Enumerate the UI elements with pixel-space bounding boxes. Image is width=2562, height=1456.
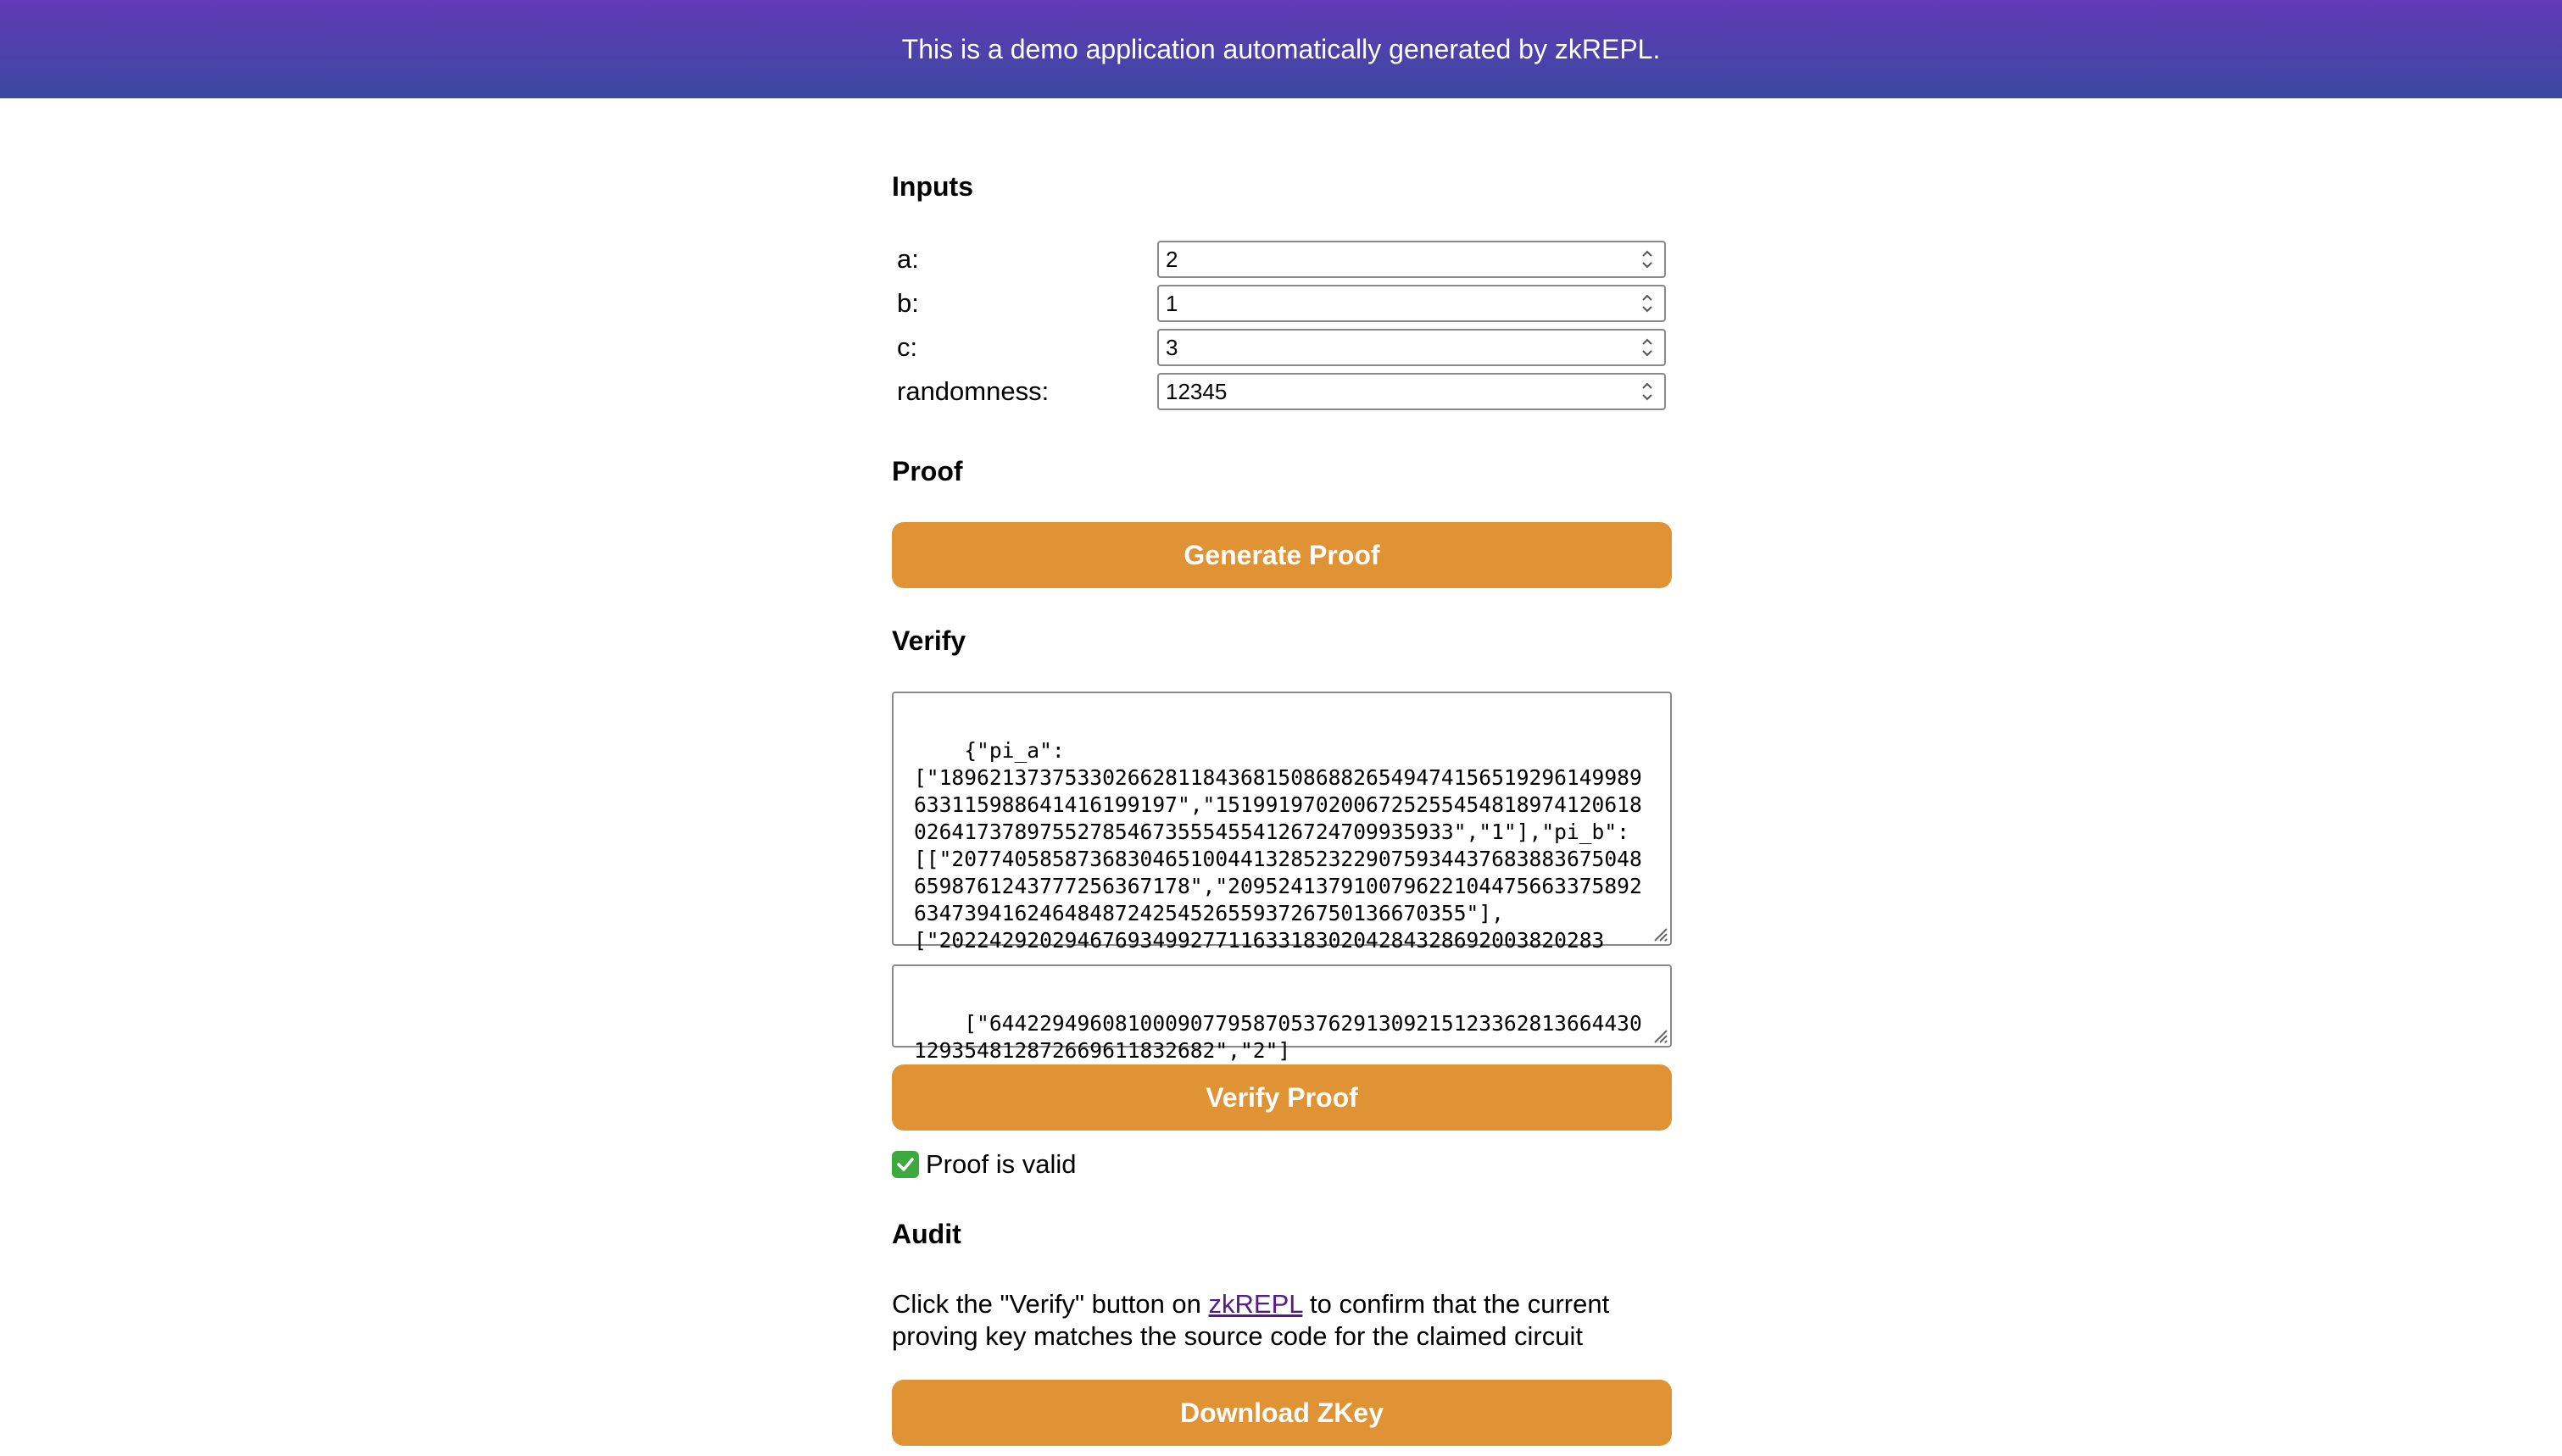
resize-handle-icon[interactable] bbox=[1650, 1025, 1668, 1044]
public-signals-text: ["6442294960810009077958705376291309215123362813664430129354812872669611832682","2"] bbox=[914, 1011, 1642, 1063]
input-row-randomness bbox=[892, 373, 1672, 410]
stepper-icon[interactable] bbox=[1639, 290, 1656, 317]
stepper-icon[interactable] bbox=[1639, 378, 1656, 405]
banner-text: This is a demo application automatically generated by zkREPL. bbox=[901, 33, 1661, 64]
proof-textarea[interactable] bbox=[892, 692, 1672, 953]
public-signals-textarea[interactable] bbox=[892, 964, 1672, 1063]
input-randomness-value: 12345 bbox=[1166, 379, 1228, 404]
input-a-value: 2 bbox=[1166, 247, 1178, 272]
input-label-b: b: bbox=[897, 288, 919, 318]
proof-heading: Proof bbox=[892, 456, 963, 486]
verify-proof-button[interactable]: Verify Proof bbox=[892, 1064, 1672, 1131]
audit-text-before: Click the "Verify" button on bbox=[892, 1289, 1209, 1319]
demo-banner bbox=[0, 0, 2562, 98]
input-label-c: c: bbox=[897, 332, 918, 362]
input-b-value: 1 bbox=[1166, 291, 1178, 316]
input-b[interactable] bbox=[1157, 285, 1666, 322]
verify-heading: Verify bbox=[892, 625, 966, 656]
download-zkey-button[interactable]: Download ZKey bbox=[892, 1380, 1672, 1446]
stepper-icon[interactable] bbox=[1639, 246, 1656, 273]
input-c-value: 3 bbox=[1166, 335, 1178, 360]
stepper-icon[interactable] bbox=[1639, 334, 1656, 361]
input-randomness[interactable] bbox=[1157, 373, 1666, 410]
zkrepl-link[interactable]: zkREPL bbox=[1208, 1289, 1303, 1319]
audit-description bbox=[892, 1288, 1672, 1353]
audit-text-after: to confirm that the current proving key matches the source code for the claimed circuit bbox=[892, 1289, 1610, 1351]
input-label-a: a: bbox=[897, 244, 919, 274]
input-row-b bbox=[892, 285, 1672, 322]
proof-status bbox=[892, 1148, 1076, 1181]
resize-handle-icon[interactable] bbox=[1650, 924, 1668, 942]
input-a[interactable] bbox=[1157, 241, 1666, 278]
proof-json-text: {"pi_a": ["18962137375330266281184368150868826549474156519296149989633115988641416199197","15199197020067252554548189741206180264173789755278546735554554126724709935933","1"],"pi_b": [["20774058587368304651004413285232290759344376838836750486598761243777256367178","20952413791007962210447566337589263473941624648487242545265593726750136670355"], ["20224292029467693499277116331830204284328692003820283 bbox=[914, 738, 1642, 953]
proof-status-text: Proof is valid bbox=[926, 1149, 1077, 1179]
generate-proof-button[interactable]: Generate Proof bbox=[892, 522, 1672, 588]
input-label-randomness: randomness: bbox=[897, 376, 1050, 406]
input-row-c bbox=[892, 329, 1672, 366]
audit-heading: Audit bbox=[892, 1219, 961, 1249]
check-mark-icon bbox=[892, 1151, 919, 1178]
input-row-a bbox=[892, 241, 1672, 278]
inputs-heading: Inputs bbox=[892, 171, 973, 202]
input-c[interactable] bbox=[1157, 329, 1666, 366]
